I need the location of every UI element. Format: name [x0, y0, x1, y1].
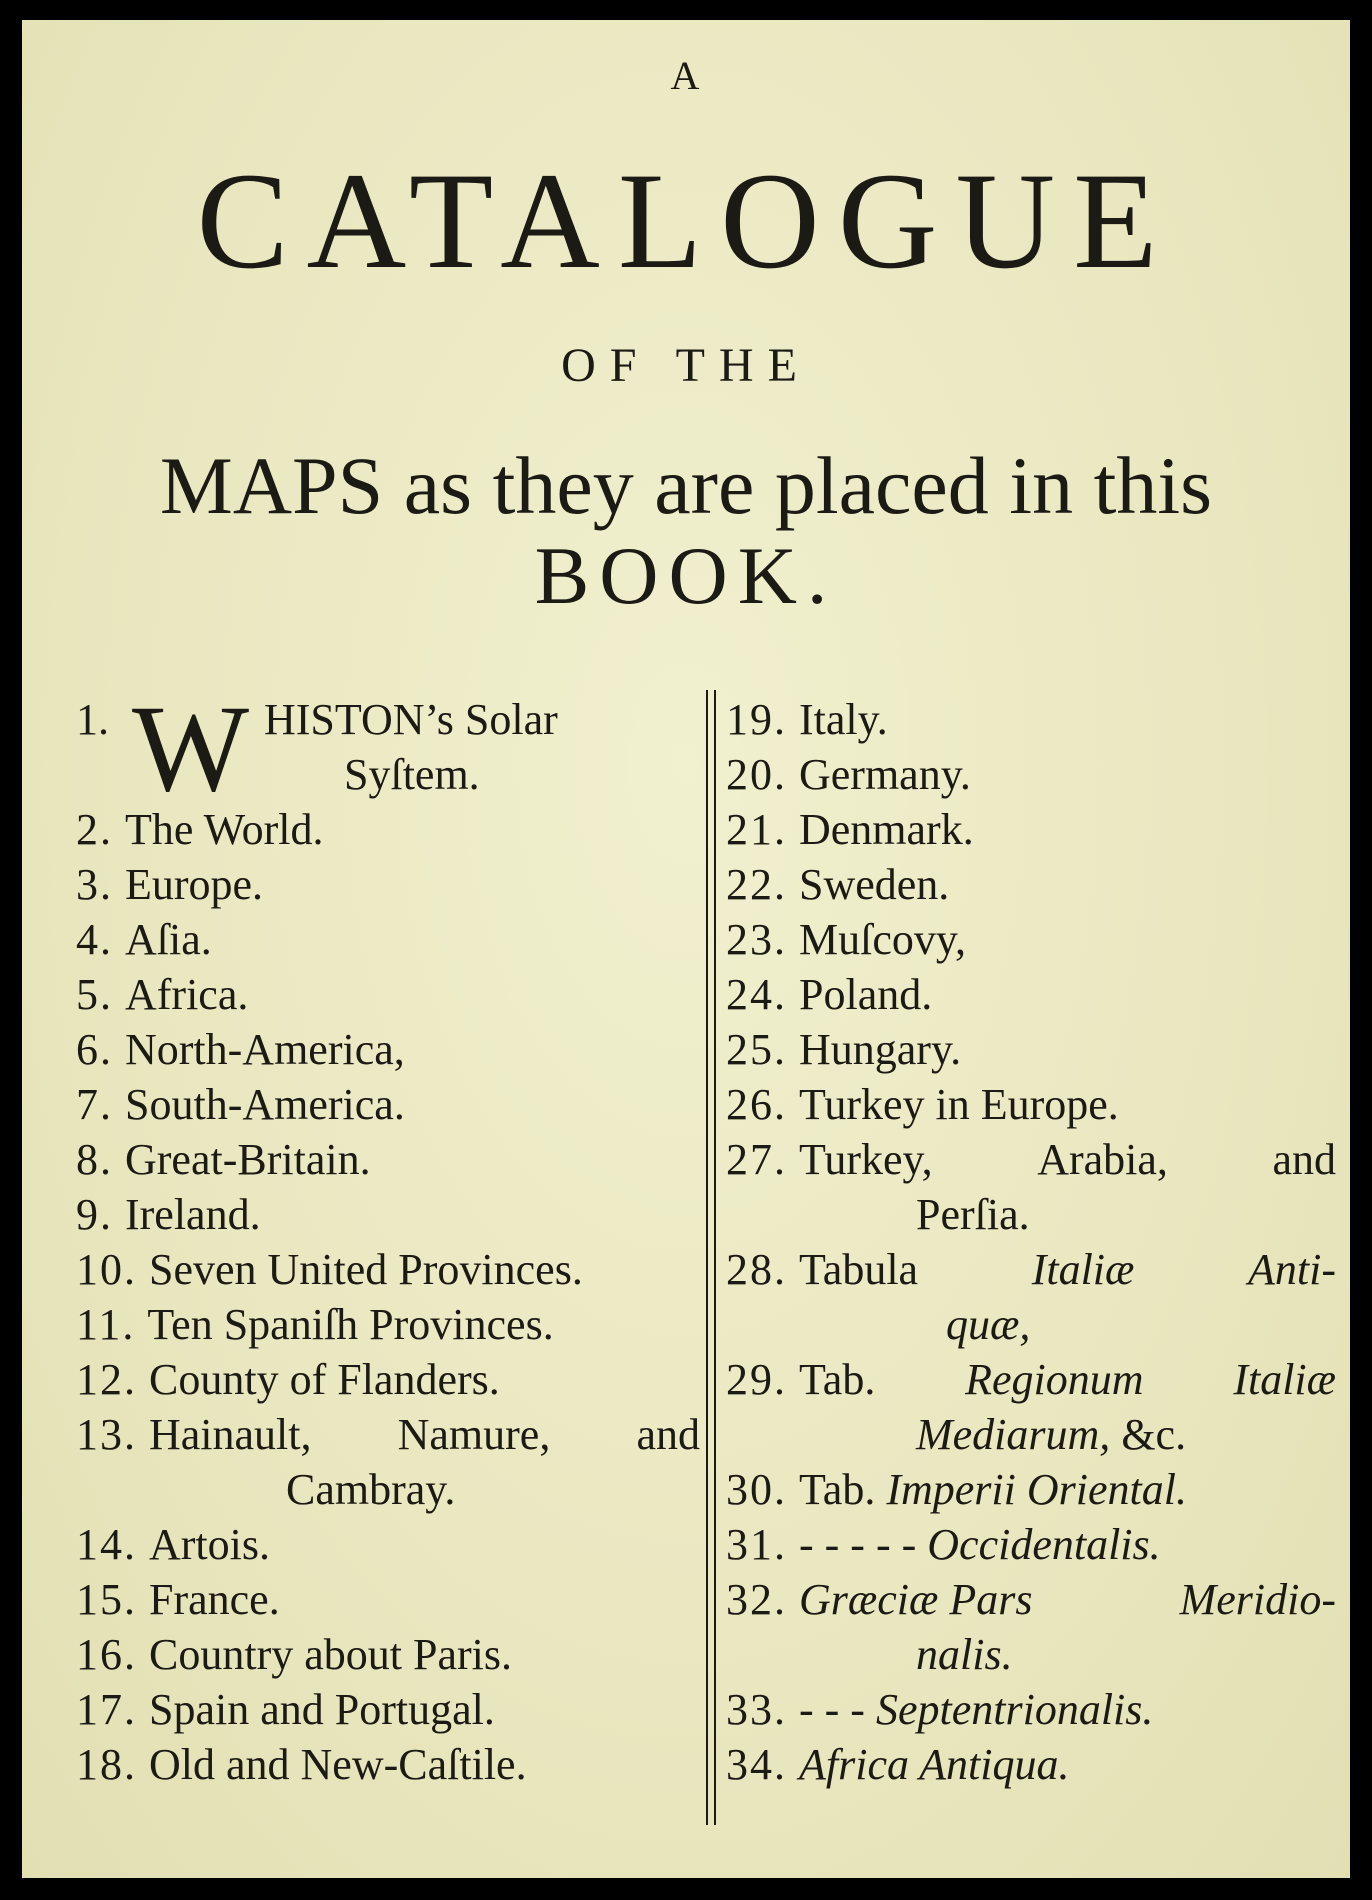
entry-number: 11.	[76, 1300, 136, 1349]
list-item	[76, 1022, 700, 1077]
header-book: BOOK.	[534, 530, 838, 621]
list-item	[726, 1572, 1336, 1627]
entry-number: 6.	[76, 1025, 113, 1074]
entry-number: 17.	[76, 1685, 137, 1734]
entry-number: 4.	[76, 915, 113, 964]
list-item	[726, 747, 1336, 802]
entry-label-continuation: Cambray.	[286, 1465, 456, 1514]
entry-label-continuation: nalis.	[916, 1630, 1013, 1679]
entry-label: Spain and Portugal.	[149, 1685, 495, 1734]
list-item	[76, 1297, 700, 1352]
list-item	[726, 967, 1336, 1022]
list-item	[76, 1517, 700, 1572]
entry-word: Namure,	[397, 1410, 551, 1459]
entry-word: Anti-	[1248, 1245, 1336, 1294]
list-item	[726, 1242, 1336, 1297]
entry-number: 21.	[726, 805, 787, 854]
entry-label: North-America,	[125, 1025, 405, 1074]
entry-number: 16.	[76, 1630, 137, 1679]
list-item	[726, 1077, 1336, 1132]
entry-label: Aſia.	[125, 915, 212, 964]
right-column	[726, 692, 1336, 1792]
list-item	[726, 692, 1336, 747]
list-item	[76, 1242, 700, 1297]
entry-label: Great-Britain.	[125, 1135, 371, 1184]
header-of-the: OF THE	[561, 339, 811, 392]
list-item	[76, 680, 700, 817]
entry-word: Regionum	[965, 1355, 1144, 1404]
drop-cap: W	[132, 680, 250, 817]
entry-word: and	[1272, 1135, 1336, 1184]
entry-number: 1.	[76, 695, 109, 744]
entry-label: France.	[149, 1575, 280, 1624]
entry-label-continuation: Syſtem.	[344, 750, 480, 799]
list-item	[76, 1352, 700, 1407]
entry-number: 22.	[726, 860, 787, 909]
entry-label	[799, 1352, 1336, 1407]
entry-label	[799, 1132, 1336, 1187]
entry-number: 25.	[726, 1025, 787, 1074]
entry-label: Muſcovy,	[799, 915, 967, 964]
entry-number: 32.	[726, 1575, 787, 1624]
entry-number: 26.	[726, 1080, 787, 1129]
entry-number: 19.	[726, 695, 787, 744]
entry-label	[799, 1572, 1336, 1627]
entry-label: The World.	[125, 805, 324, 854]
entry-number: 20.	[726, 750, 787, 799]
left-column	[76, 680, 700, 1792]
entry-number: 10.	[76, 1245, 137, 1294]
entry-word: Mediarum,	[916, 1410, 1111, 1459]
entry-number: 5.	[76, 970, 113, 1019]
entry-number: 15.	[76, 1575, 137, 1624]
list-item	[76, 912, 700, 967]
column-divider-rule	[714, 690, 716, 1825]
entry-label: Old and New-Caſtile.	[149, 1740, 527, 1789]
entry-number: 9.	[76, 1190, 113, 1239]
entry-label: Africa.	[125, 970, 249, 1019]
entry-label: Seven United Provinces.	[149, 1245, 583, 1294]
entry-word: Tab.	[799, 1465, 876, 1514]
entry-number: 31.	[726, 1520, 787, 1569]
entry-label: HISTON’s Solar	[264, 695, 558, 744]
entry-label: Africa Antiqua.	[799, 1740, 1070, 1789]
entry-label: Ireland.	[125, 1190, 261, 1239]
list-item	[726, 1132, 1336, 1187]
entry-label: Sweden.	[799, 860, 950, 909]
list-item	[76, 802, 700, 857]
list-item	[76, 1132, 700, 1187]
header-maps-line: MAPS as they are placed in this	[159, 440, 1213, 531]
column-divider-rule	[706, 690, 708, 1825]
entry-word: Italiæ	[1233, 1355, 1336, 1404]
entry-label: Germany.	[799, 750, 971, 799]
list-item	[76, 1187, 700, 1242]
entry-number: 14.	[76, 1520, 137, 1569]
entry-number: 30.	[726, 1465, 787, 1514]
entry-label-continuation: quæ,	[946, 1300, 1031, 1349]
entry-word: Tab.	[799, 1355, 876, 1404]
list-item	[76, 857, 700, 912]
entry-word: Italiæ	[1031, 1245, 1135, 1294]
list-item	[76, 967, 700, 1022]
entry-label: South-America.	[125, 1080, 405, 1129]
entry-number: 12.	[76, 1355, 137, 1404]
list-item	[726, 1737, 1336, 1792]
entry-label: Italy.	[799, 695, 888, 744]
list-item	[726, 857, 1336, 912]
list-item	[726, 912, 1336, 967]
list-item	[76, 1627, 700, 1682]
entry-label: - - - Septentrionalis.	[799, 1685, 1154, 1734]
entry-label: Hungary.	[799, 1025, 962, 1074]
entry-number: 2.	[76, 805, 113, 854]
entry-number: 33.	[726, 1685, 787, 1734]
header-catalogue: CATALOGUE	[196, 144, 1176, 297]
entry-word: Turkey,	[799, 1135, 933, 1184]
list-item	[726, 1022, 1336, 1077]
entry-number: 7.	[76, 1080, 113, 1129]
entry-word: Meridio-	[1179, 1575, 1336, 1624]
entry-word: and	[636, 1410, 700, 1459]
list-item	[726, 802, 1336, 857]
entry-word: Hainault,	[149, 1410, 312, 1459]
entry-number: 23.	[726, 915, 787, 964]
list-item	[76, 1572, 700, 1627]
list-item	[76, 1077, 700, 1132]
entry-number: 29.	[726, 1355, 787, 1404]
entry-label: Denmark.	[799, 805, 974, 854]
list-item	[726, 1517, 1336, 1572]
list-item	[726, 1462, 1336, 1517]
entry-label: - - - - - Occidentalis.	[799, 1520, 1161, 1569]
entry-label: Poland.	[799, 970, 933, 1019]
list-item	[76, 1737, 700, 1792]
entry-word: Tabula	[799, 1245, 919, 1294]
entry-word: Græciæ Pars	[799, 1575, 1033, 1624]
entry-word: &c.	[1121, 1410, 1187, 1459]
list-item	[76, 1407, 700, 1462]
list-item	[76, 1682, 700, 1737]
entry-label-continuation: Perſia.	[916, 1190, 1030, 1239]
entry-label	[799, 1462, 1336, 1517]
entry-number: 24.	[726, 970, 787, 1019]
catalogue-page	[22, 20, 1350, 1878]
list-item	[726, 1352, 1336, 1407]
list-item	[726, 1682, 1336, 1737]
entry-number: 28.	[726, 1245, 787, 1294]
entry-number: 13.	[76, 1410, 137, 1459]
entry-word: Arabia,	[1037, 1135, 1168, 1184]
entry-word: Imperii Oriental.	[886, 1465, 1187, 1514]
entry-label: Turkey in Europe.	[799, 1080, 1119, 1129]
entry-number: 34.	[726, 1740, 787, 1789]
header-a: A	[670, 53, 702, 98]
entry-label: County of Flanders.	[149, 1355, 500, 1404]
entry-label: Country about Paris.	[149, 1630, 512, 1679]
entry-label: Europe.	[125, 860, 264, 909]
entry-label: Artois.	[149, 1520, 270, 1569]
entry-label: Ten Spaniſh Provinces.	[147, 1300, 554, 1349]
entry-label	[149, 1407, 700, 1462]
entry-label	[799, 1242, 1336, 1297]
entry-number: 3.	[76, 860, 113, 909]
entry-number: 8.	[76, 1135, 113, 1184]
entry-label-continuation	[726, 1407, 1336, 1462]
entry-number: 18.	[76, 1740, 137, 1789]
entry-number: 27.	[726, 1135, 787, 1184]
